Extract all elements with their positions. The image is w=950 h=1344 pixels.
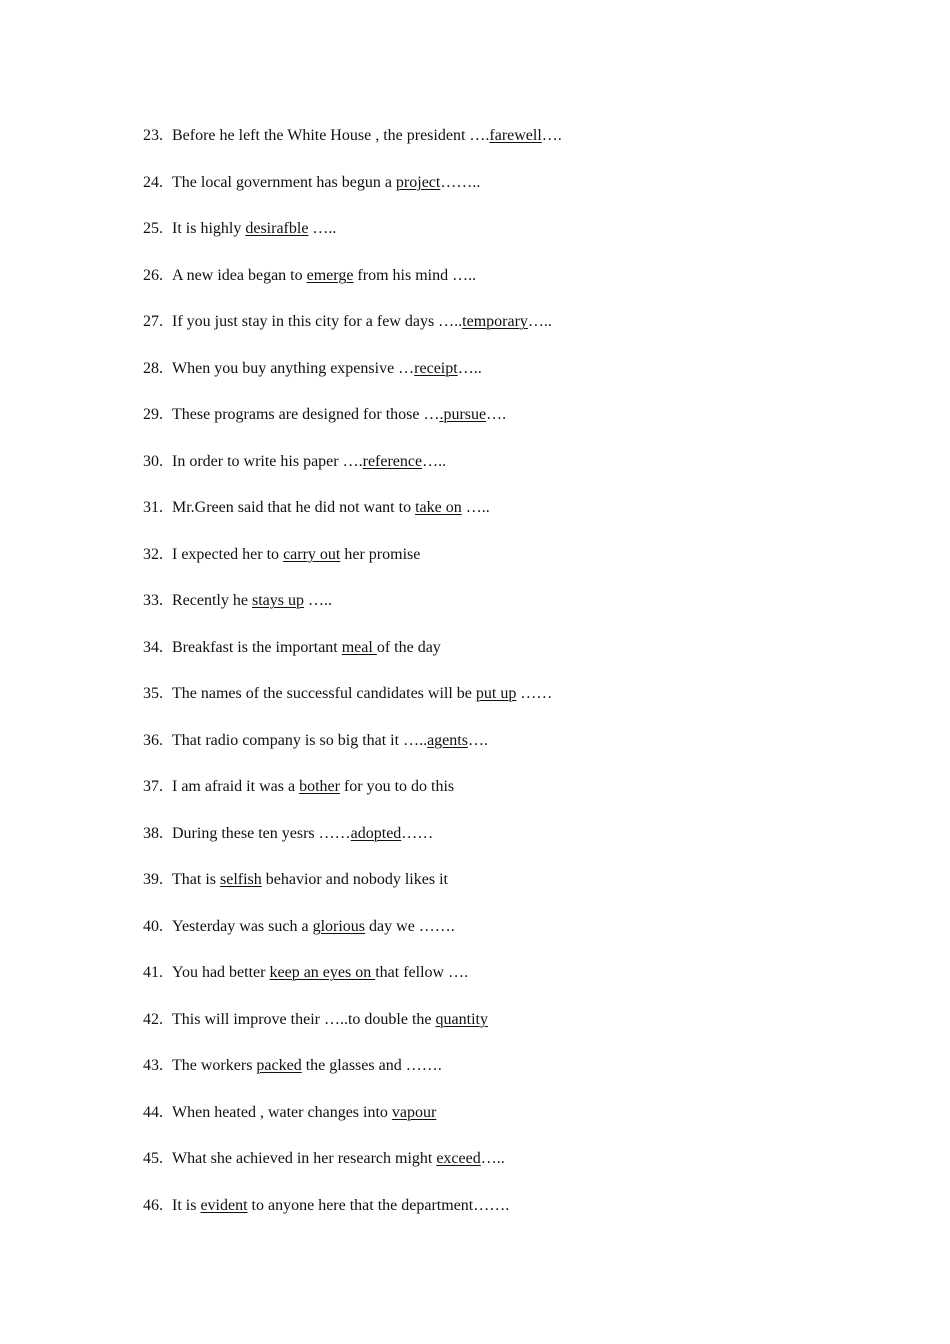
list-item xyxy=(143,1195,843,1242)
underlined-term: agents xyxy=(427,731,468,749)
underlined-term: stays up xyxy=(251,592,304,609)
sentence-text: When you buy anything expensive … xyxy=(172,359,415,377)
item-sentence xyxy=(172,125,562,147)
sentence-text: During these ten yesrs …… xyxy=(172,824,351,842)
list-item xyxy=(143,916,843,963)
sentence-text: Before he left the White House , the president …. xyxy=(172,127,490,144)
list-item xyxy=(143,358,843,405)
item-sentence xyxy=(172,637,441,659)
sentence-text: I am afraid it was a xyxy=(172,778,300,795)
item-sentence xyxy=(172,358,482,380)
underlined-term: reference xyxy=(362,452,423,470)
underlined-term: glorious xyxy=(312,917,366,935)
list-item xyxy=(143,869,843,916)
underlined-term: project xyxy=(395,173,441,191)
underlined-term: selfish xyxy=(220,871,262,888)
sentence-text: to anyone here that the department……. xyxy=(247,1196,510,1214)
sentence-text: That is xyxy=(172,871,220,888)
underlined-term: .pursue xyxy=(439,406,487,423)
item-sentence xyxy=(172,823,433,845)
list-item xyxy=(143,172,843,219)
item-number: 42. xyxy=(143,1010,163,1028)
list-item xyxy=(143,265,843,312)
list-item xyxy=(143,218,843,265)
sentence-text: Mr.Green said that he did not want to xyxy=(172,499,416,516)
underlined-term: farewell xyxy=(489,127,542,144)
list-item xyxy=(143,1055,843,1102)
item-sentence xyxy=(172,1195,509,1217)
list-item xyxy=(143,590,843,637)
sentence-text: the glasses and ……. xyxy=(301,1057,442,1074)
item-number: 45. xyxy=(143,1150,163,1167)
list-item xyxy=(143,451,843,498)
sentence-text: of the day xyxy=(376,638,441,656)
item-sentence xyxy=(172,311,552,333)
sentence-text: If you just stay in this city for a few days ….. xyxy=(172,313,463,330)
sentence-text: ….. xyxy=(480,1150,505,1167)
underlined-term: put up xyxy=(475,685,517,702)
list-item xyxy=(143,544,843,591)
sentence-text: ….. xyxy=(303,592,332,609)
underlined-term: receipt xyxy=(414,359,458,377)
sentence-text: What she achieved in her research might xyxy=(172,1150,437,1167)
list-item xyxy=(143,730,843,777)
sentence-text: behavior and nobody likes it xyxy=(261,871,448,888)
item-sentence xyxy=(172,962,468,984)
item-number: 25. xyxy=(143,220,163,237)
underlined-term: take on xyxy=(415,499,462,516)
sentence-text: Yesterday was such a xyxy=(172,917,313,935)
list-item xyxy=(143,683,843,730)
sentence-text: When heated , water changes into xyxy=(172,1103,392,1121)
sentence-text: ….. xyxy=(422,452,447,470)
item-number: 28. xyxy=(143,359,163,377)
item-sentence xyxy=(172,172,480,194)
item-number: 34. xyxy=(143,638,163,656)
sentence-text: ….. xyxy=(461,499,490,516)
item-sentence xyxy=(172,497,490,519)
sentence-text: day we ……. xyxy=(365,917,455,935)
item-sentence xyxy=(172,1148,505,1170)
sentence-text: …….. xyxy=(440,173,481,191)
sentence-text: her promise xyxy=(340,545,421,563)
item-sentence xyxy=(172,1102,436,1124)
sentence-text: This will improve their …..to double the xyxy=(172,1010,436,1028)
item-sentence xyxy=(172,590,332,612)
item-sentence xyxy=(172,730,488,752)
item-number: 32. xyxy=(143,545,163,563)
sentence-text: ….. xyxy=(308,220,337,237)
underlined-term: vapour xyxy=(391,1103,437,1121)
sentence-text: That radio company is so big that it ….. xyxy=(172,731,428,749)
underlined-term: evident xyxy=(200,1196,248,1214)
underlined-term: desirafble xyxy=(245,220,309,237)
item-number: 36. xyxy=(143,731,163,749)
sentence-text: …. xyxy=(541,127,562,144)
sentence-text: You had better xyxy=(172,964,270,981)
item-sentence xyxy=(172,776,454,798)
item-sentence xyxy=(172,265,476,287)
underlined-term: keep an eyes on xyxy=(269,964,376,981)
item-number: 23. xyxy=(143,127,163,144)
sentence-text: ….. xyxy=(457,359,482,377)
sentence-text: Breakfast is the important xyxy=(172,638,342,656)
list-item xyxy=(143,776,843,823)
item-sentence xyxy=(172,451,446,473)
underlined-term: adopted xyxy=(350,824,402,842)
item-number: 38. xyxy=(143,824,163,842)
list-item xyxy=(143,962,843,1009)
item-number: 31. xyxy=(143,499,163,516)
list-item xyxy=(143,125,843,172)
underlined-term: exceed xyxy=(436,1150,481,1167)
list-item xyxy=(143,404,843,451)
list-item xyxy=(143,1148,843,1195)
item-number: 44. xyxy=(143,1103,163,1121)
item-sentence xyxy=(172,869,448,891)
list-item xyxy=(143,311,843,358)
item-number: 27. xyxy=(143,313,163,330)
sentence-text: that fellow …. xyxy=(375,964,469,981)
underlined-term: carry out xyxy=(283,545,341,563)
sentence-list xyxy=(143,125,843,1241)
sentence-text: These programs are designed for those … xyxy=(172,406,440,423)
sentence-text: …… xyxy=(401,824,434,842)
sentence-text: …. xyxy=(467,731,488,749)
item-sentence xyxy=(172,1009,488,1031)
list-item xyxy=(143,497,843,544)
list-item xyxy=(143,1009,843,1056)
sentence-text: The local government has begun a xyxy=(172,173,396,191)
item-number: 33. xyxy=(143,592,163,609)
item-number: 30. xyxy=(143,452,163,470)
sentence-text: It is highly xyxy=(172,220,246,237)
sentence-text: A new idea began to xyxy=(172,266,307,284)
sentence-text: from his mind ….. xyxy=(353,266,477,284)
item-sentence xyxy=(172,683,552,705)
item-number: 37. xyxy=(143,778,163,795)
sentence-text: In order to write his paper …. xyxy=(172,452,363,470)
underlined-term: meal xyxy=(341,638,377,656)
item-sentence xyxy=(172,916,455,938)
list-item xyxy=(143,637,843,684)
sentence-text: Recently he xyxy=(172,592,252,609)
list-item xyxy=(143,823,843,870)
underlined-term: quantity xyxy=(435,1010,488,1028)
sentence-text: …. xyxy=(486,406,507,423)
item-number: 43. xyxy=(143,1057,163,1074)
sentence-text: ….. xyxy=(527,313,552,330)
underlined-term: packed xyxy=(256,1057,302,1074)
item-number: 46. xyxy=(143,1196,163,1214)
sentence-text: …… xyxy=(516,685,553,702)
item-sentence xyxy=(172,404,506,426)
item-sentence xyxy=(172,1055,442,1077)
sentence-text: The names of the successful candidates will be xyxy=(172,685,476,702)
item-number: 35. xyxy=(143,685,163,702)
underlined-term: temporary xyxy=(462,313,528,330)
sentence-text: It is xyxy=(172,1196,201,1214)
item-number: 41. xyxy=(143,964,163,981)
item-sentence xyxy=(172,544,420,566)
list-item xyxy=(143,1102,843,1149)
item-number: 24. xyxy=(143,173,163,191)
sentence-text: I expected her to xyxy=(172,545,284,563)
item-sentence xyxy=(172,218,336,240)
item-number: 39. xyxy=(143,871,163,888)
item-number: 26. xyxy=(143,266,163,284)
sentence-text: for you to do this xyxy=(339,778,455,795)
underlined-term: bother xyxy=(299,778,340,795)
item-number: 29. xyxy=(143,406,163,423)
item-number: 40. xyxy=(143,917,163,935)
sentence-text: The workers xyxy=(172,1057,257,1074)
underlined-term: emerge xyxy=(306,266,354,284)
